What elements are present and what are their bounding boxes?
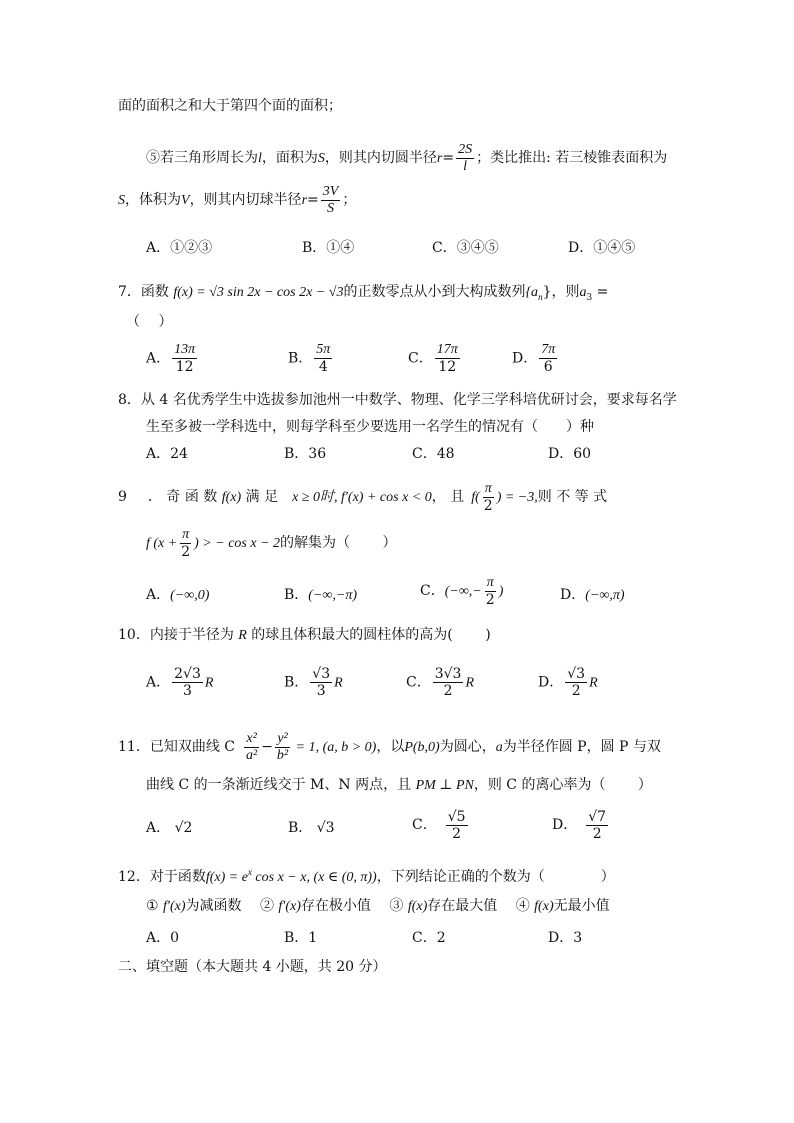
q9-stem-line1: 9 ． 奇 函 数 f(x) 满 足 x ≥ 0时, f′(x) + cos x < 0， 且 f( $\frac{\pi}{2}$ ) = −3,则 不 等 式 [118,480,608,514]
q7-option-a: A． $\frac{13\pi}{12}$ [146,342,196,375]
frac-2s-over-l: $\frac{2S}{l}$ [458,141,473,174]
q7-option-c: C． $\frac{17\pi}{12}$ [408,342,458,375]
q10-option-d: D． $\frac{√3}{2}$ R [538,666,598,699]
q6-option-c: C．③④⑤ [432,240,499,256]
q9-option-b: B．(−∞,−π) [284,587,358,603]
q12-statements: ① f′(x)为减函数 ② f′(x)存在极小值 ③ f(x)存在最大值 ④ f(x)无最小值 [146,898,610,914]
q9-stem-line2: f (x + $\frac{\pi}{2}$ ) > − cos x − 2的解集为（ ） [146,526,397,560]
q6-option-d: D．①④⑤ [568,240,636,256]
q8-option-a: A．24 [146,446,188,462]
q6-option-a: A．①②③ [146,240,213,256]
q9-option-a: A．(−∞,0) [146,587,210,603]
q8-option-b: B．36 [284,446,327,462]
q8-option-d: D．60 [548,446,592,462]
q7-option-b: B． $\frac{5\pi}{4}$ [288,342,331,375]
q7-answer-paren: （ ） [126,314,173,330]
q8-stem-line2: 生至多被一学科选中，则每学科至少要选用一名学生的情况有（ ）种 [146,419,594,435]
q12-option-a: A．0 [146,930,180,946]
q7-option-d: D． $\frac{7\pi}{6}$ [512,342,556,375]
q10-option-b: B． $\frac{√3}{3}$ R [284,666,343,699]
q6-continuation: 面的面积之和大于第四个面的面积； [118,98,342,114]
q9-option-d: D．(−∞,π) [560,587,625,603]
q11-option-c: C． $\frac{√5}{2}$ [412,808,466,842]
q11-stem-line1: 11．已知双曲线 C $\frac{\text{x²}}{\text{a²}}$ − $\frac{\text{y²}}{\text{b²}}$ = 1, (a, b > 0)，以P(b,0)为圆心，a为半径作圆 P，圆 P 与双 [118,730,661,763]
q12-option-d: D．3 [548,930,583,946]
q12-option-c: C．2 [412,930,446,946]
q12-option-b: B．1 [284,930,318,946]
q11-option-a: A． √2 [146,820,193,836]
q8-option-c: C．48 [412,446,455,462]
q10-option-a: A． $\frac{2√3}{3}$ R [146,666,214,699]
q9-option-c: C．(−∞,− $\frac{\pi}{2}$ ) [420,574,504,608]
q11-option-b: B． √3 [288,820,335,836]
q12-stem: 12．对于函数$f(x) = e^x$ cos x − x, (x ∈ (0, π))，下列结论正确的个数为（ ） [118,867,615,885]
q6-item5-line1: ⑤若三角形周长为l，面积为S，则其内切圆半径r= $\frac{2S}{l}$ ；类比推出: 若三棱锥表面积为 [146,141,668,174]
frac-3v-over-s: $\frac{3V}{S}$ [322,183,339,216]
q7-stem: 7．函数 f(x) = √3 sin 2x − cos 2x − √3的正数零点从小到大构成数列$\{a_n\}$，则$a_3$ = [118,284,609,303]
q6-option-b: B．①④ [302,240,355,256]
q10-stem: 10．内接于半径为 R 的球且体积最大的圆柱体的高为( ) [118,627,491,643]
q10-option-c: C． $\frac{3√3}{2}$ R [406,666,475,699]
q11-stem-line2: 曲线 C 的一条渐近线交于 M、N 两点，且 PM ⊥ PN，则 C 的离心率为（ ） [146,777,652,793]
q8-stem-line1: 8．从 4 名优秀学生中选拔参加池州一中数学、物理、化学三学科培优研讨会，要求每名学 [118,392,677,408]
section-2-heading: 二、填空题（本大题共 4 小题，共 20 分） [118,959,387,975]
q11-option-d: D． $\frac{√7}{2}$ [552,808,607,842]
q6-item5-line2: S，体积为V，则其内切球半径r= $\frac{3V}{S}$ ； [118,183,357,216]
